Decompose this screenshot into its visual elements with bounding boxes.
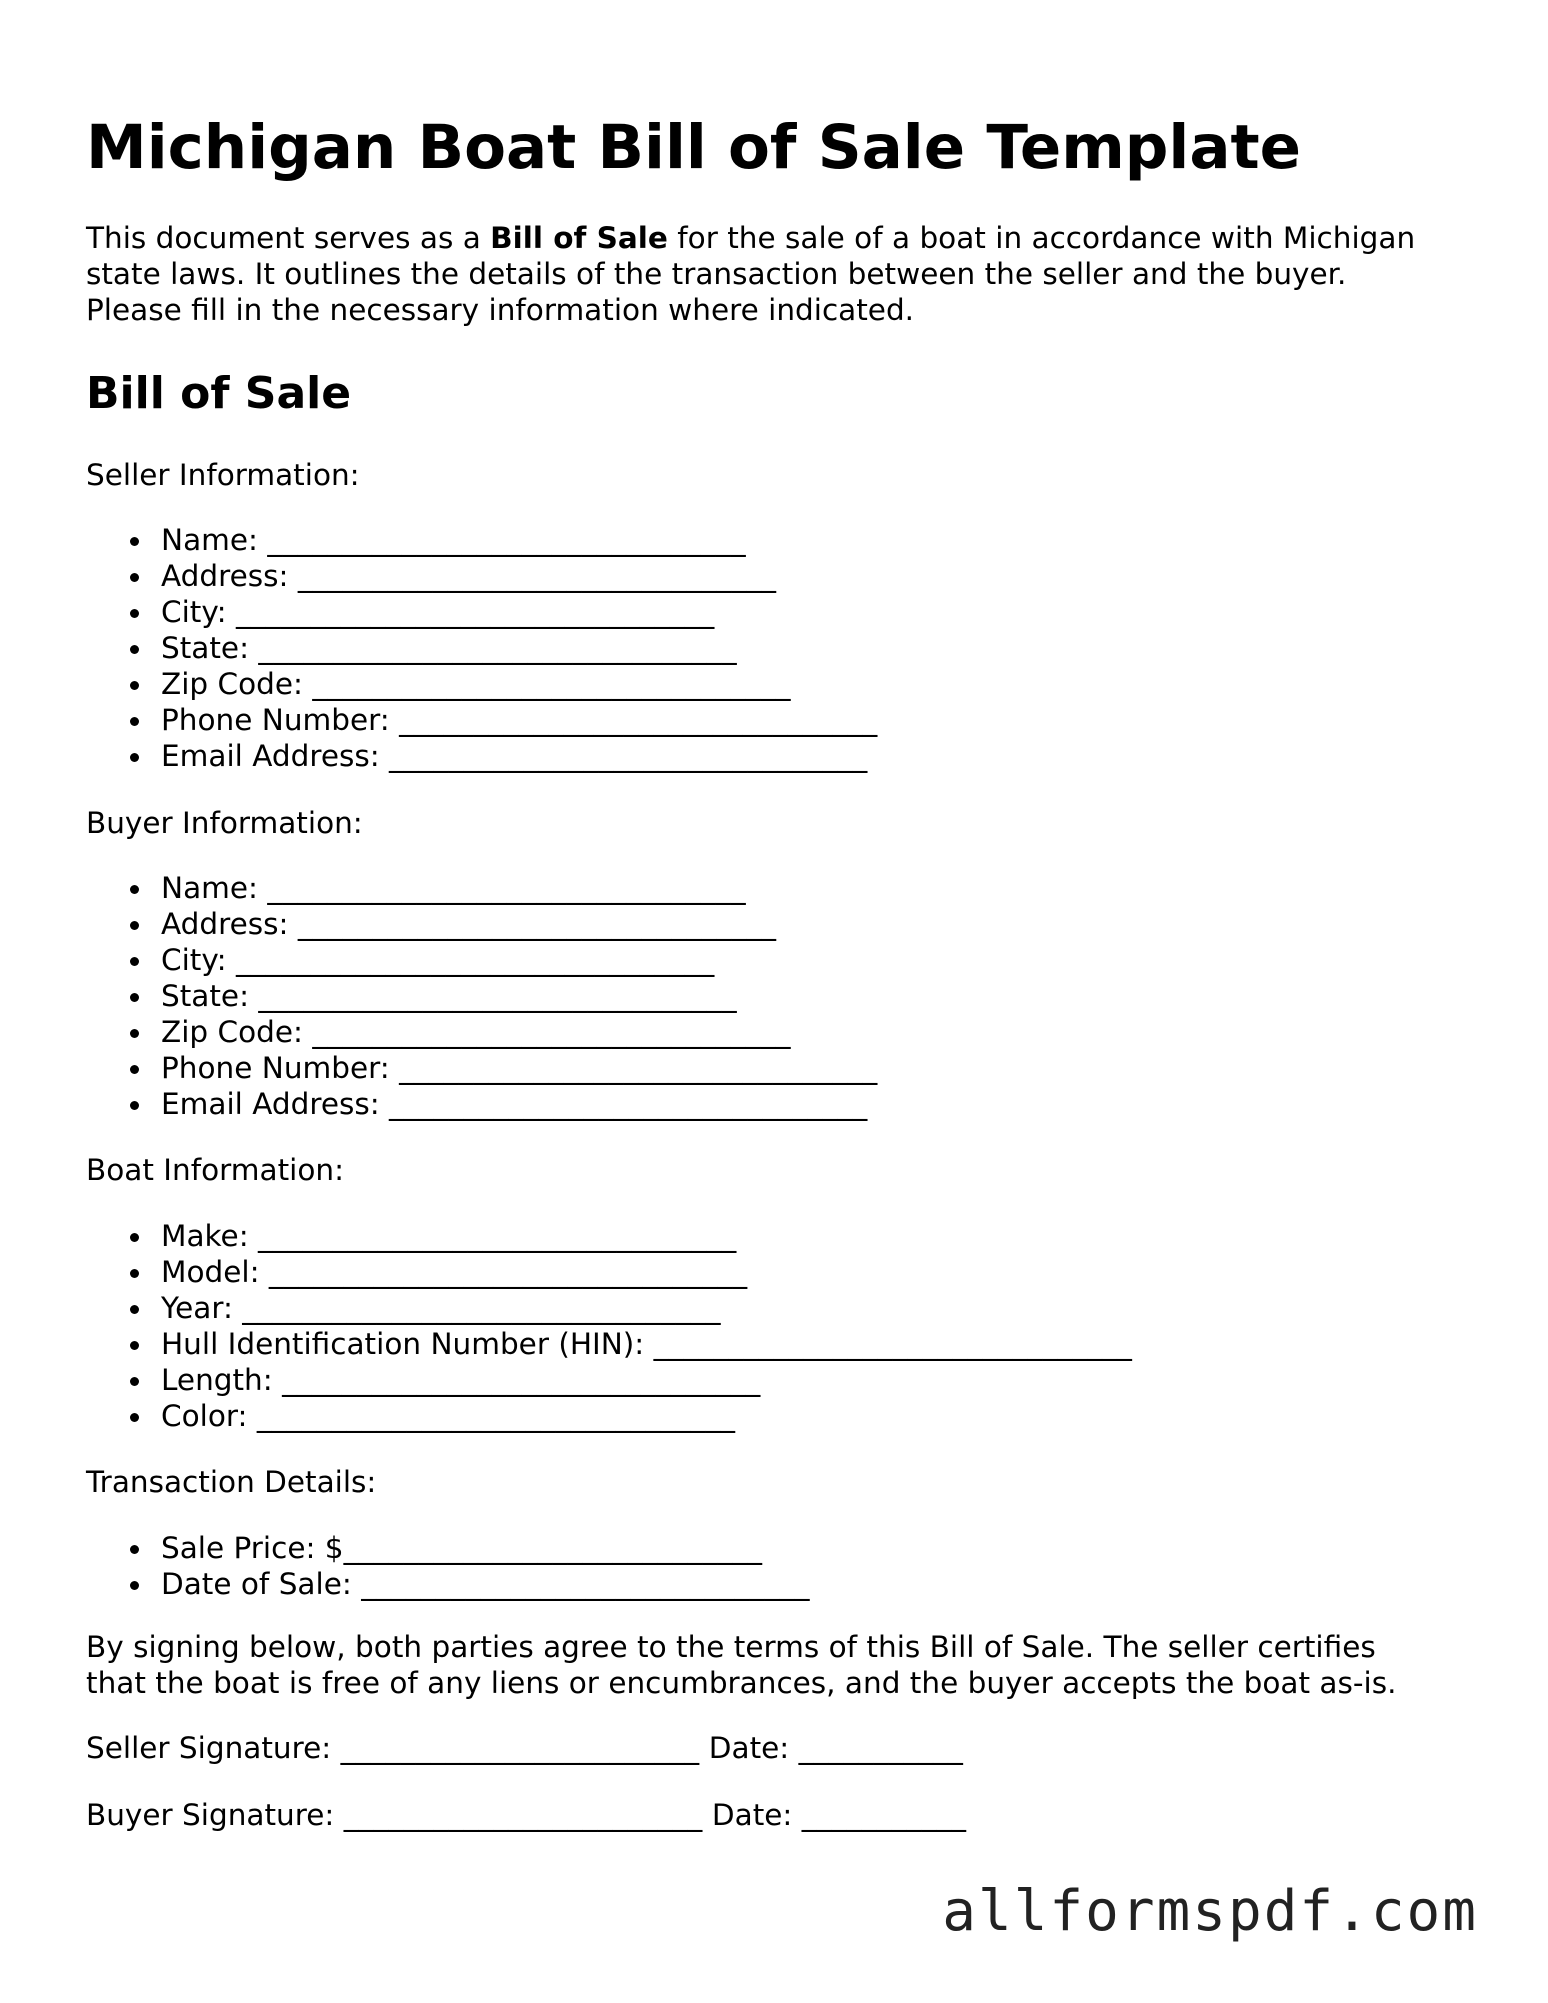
- buyer-fields-list: [86, 870, 877, 1122]
- seller-date-label: Date:: [708, 1731, 790, 1765]
- field-label: Year:: [161, 1291, 233, 1325]
- boat-model-field[interactable]: [86, 1254, 1132, 1290]
- boat-fields-list: [86, 1218, 1132, 1434]
- sale-price-field[interactable]: [86, 1530, 810, 1566]
- seller-name-field[interactable]: [86, 522, 877, 558]
- seller-state-field[interactable]: [86, 630, 877, 666]
- field-blank[interactable]: ________________________________: [267, 871, 746, 905]
- field-blank[interactable]: ________________________________: [256, 1399, 736, 1433]
- transaction-fields-list: [86, 1530, 810, 1602]
- field-blank[interactable]: ________________________________: [399, 703, 878, 737]
- field-blank[interactable]: ________________________________: [389, 1087, 868, 1121]
- field-label: Name:: [161, 523, 258, 557]
- field-blank[interactable]: ________________________________: [242, 1291, 721, 1325]
- boat-make-field[interactable]: [86, 1218, 1132, 1254]
- intro-text-line2: state laws. It outlines the details of the transaction between the seller and the buyer.: [86, 257, 1347, 291]
- agreement-line1: By signing below, both parties agree to the terms of this Bill of Sale. The seller certifies: [86, 1630, 1376, 1664]
- field-blank[interactable]: ________________________________: [312, 1015, 791, 1049]
- buyer-address-field[interactable]: [86, 906, 877, 942]
- seller-signature-line[interactable]: [86, 1730, 963, 1766]
- boat-color-field[interactable]: [86, 1398, 1132, 1434]
- boat-year-field[interactable]: [86, 1290, 1132, 1326]
- intro-text-start: This document serves as a: [86, 221, 491, 255]
- buyer-zip-field[interactable]: [86, 1014, 877, 1050]
- field-blank[interactable]: ________________________________: [312, 667, 791, 701]
- field-blank[interactable]: ________________________________: [653, 1327, 1133, 1361]
- field-blank[interactable]: ________________________________: [236, 943, 715, 977]
- field-label: City:: [161, 943, 227, 977]
- boat-info-label: Boat Information:: [86, 1153, 345, 1187]
- section-title: Bill of Sale: [86, 368, 352, 419]
- seller-signature-blank[interactable]: ________________________: [340, 1731, 700, 1765]
- buyer-signature-label: Buyer Signature:: [86, 1798, 335, 1832]
- field-blank[interactable]: ________________________________: [297, 907, 777, 941]
- field-blank[interactable]: ________________________________: [399, 1051, 878, 1085]
- field-blank[interactable]: ________________________________: [282, 1363, 761, 1397]
- field-label: Length:: [161, 1363, 273, 1397]
- buyer-date-label: Date:: [711, 1798, 793, 1832]
- buyer-state-field[interactable]: [86, 978, 877, 1014]
- field-blank[interactable]: ________________________________: [258, 631, 737, 665]
- field-blank[interactable]: ________________________________: [389, 739, 868, 773]
- field-label: Model:: [161, 1255, 260, 1289]
- intro-paragraph: [86, 220, 1486, 328]
- agreement-paragraph: [86, 1629, 1396, 1701]
- intro-text-line3: Please fill in the necessary information where indicated.: [86, 293, 915, 327]
- intro-bold-term: Bill of Sale: [490, 221, 668, 255]
- field-label: Address:: [161, 559, 289, 593]
- seller-fields-list: [86, 522, 877, 774]
- field-blank[interactable]: ________________________________: [267, 523, 746, 557]
- field-label: Address:: [161, 907, 289, 941]
- seller-date-blank[interactable]: ___________: [798, 1731, 964, 1765]
- field-label: Sale Price: $: [161, 1531, 344, 1565]
- buyer-city-field[interactable]: [86, 942, 877, 978]
- field-label: Email Address:: [161, 739, 380, 773]
- field-blank[interactable]: ________________________________: [258, 1219, 737, 1253]
- field-blank[interactable]: ________________________________: [268, 1255, 748, 1289]
- field-blank[interactable]: ____________________________: [343, 1531, 763, 1565]
- field-blank[interactable]: ______________________________: [361, 1567, 810, 1601]
- page-title: Michigan Boat Bill of Sale Template: [86, 112, 1302, 183]
- field-label: State:: [161, 979, 250, 1013]
- field-label: Email Address:: [161, 1087, 380, 1121]
- field-label: Color:: [161, 1399, 248, 1433]
- field-label: Phone Number:: [161, 703, 390, 737]
- seller-info-label: Seller Information:: [86, 458, 360, 492]
- buyer-phone-field[interactable]: [86, 1050, 877, 1086]
- buyer-name-field[interactable]: [86, 870, 877, 906]
- agreement-line2: that the boat is free of any liens or encumbrances, and the buyer accepts the boat as-is.: [86, 1666, 1397, 1700]
- seller-email-field[interactable]: [86, 738, 877, 774]
- buyer-signature-line[interactable]: [86, 1797, 966, 1833]
- field-label: Phone Number:: [161, 1051, 390, 1085]
- boat-length-field[interactable]: [86, 1362, 1132, 1398]
- field-label: Hull Identification Number (HIN):: [161, 1327, 645, 1361]
- field-label: State:: [161, 631, 250, 665]
- field-blank[interactable]: ________________________________: [258, 979, 737, 1013]
- field-label: Make:: [161, 1219, 249, 1253]
- field-blank[interactable]: ________________________________: [297, 559, 777, 593]
- field-label: City:: [161, 595, 227, 629]
- buyer-date-blank[interactable]: ___________: [801, 1798, 967, 1832]
- buyer-signature-blank[interactable]: ________________________: [343, 1798, 703, 1832]
- field-blank[interactable]: ________________________________: [236, 595, 715, 629]
- field-label: Zip Code:: [161, 1015, 303, 1049]
- seller-phone-field[interactable]: [86, 702, 877, 738]
- date-of-sale-field[interactable]: [86, 1566, 810, 1602]
- seller-signature-label: Seller Signature:: [86, 1731, 332, 1765]
- buyer-email-field[interactable]: [86, 1086, 877, 1122]
- field-label: Zip Code:: [161, 667, 303, 701]
- buyer-info-label: Buyer Information:: [86, 806, 363, 840]
- seller-address-field[interactable]: [86, 558, 877, 594]
- intro-text-line1: for the sale of a boat in accordance with Michigan: [667, 221, 1416, 255]
- seller-city-field[interactable]: [86, 594, 877, 630]
- watermark-text: allformspdf.com: [942, 1879, 1478, 1944]
- field-label: Date of Sale:: [161, 1567, 352, 1601]
- field-label: Name:: [161, 871, 258, 905]
- transaction-details-label: Transaction Details:: [86, 1465, 377, 1499]
- seller-zip-field[interactable]: [86, 666, 877, 702]
- boat-hin-field[interactable]: [86, 1326, 1132, 1362]
